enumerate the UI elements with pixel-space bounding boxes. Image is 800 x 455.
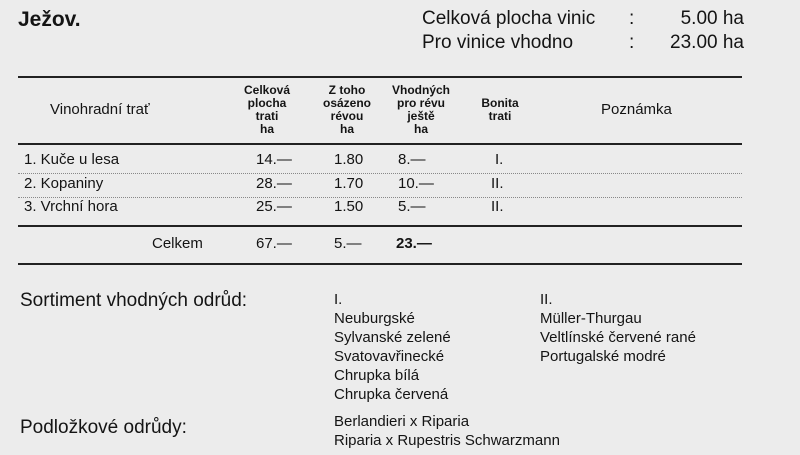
group-heading: II. xyxy=(540,291,553,308)
row-bonita: II. xyxy=(491,175,504,192)
podlozkove-list xyxy=(334,412,560,450)
header-celkova-line: Celková xyxy=(243,83,291,97)
header-poznamka: Poznámka xyxy=(601,101,672,118)
summary-label-suitable: Pro vinice vhodno xyxy=(422,32,574,53)
summary-label-total: Celková plocha vinic xyxy=(422,8,596,29)
header-vhodnych-line: ha xyxy=(413,122,429,136)
table-bottom-rule xyxy=(18,263,742,265)
summary-sep-suitable: : xyxy=(629,32,635,53)
header-bonita-line: trati xyxy=(488,109,512,123)
row-osazeno: 1.70 xyxy=(334,175,364,192)
header-osazeno xyxy=(323,84,371,136)
summary-value-suitable: 23.00 ha xyxy=(670,32,744,53)
row-separator xyxy=(18,173,742,174)
row-celkova: 28.— xyxy=(256,175,292,192)
row-name: 1. Kuče u lesa xyxy=(24,151,120,168)
total-label: Celkem xyxy=(152,235,203,252)
variety-item: Chrupka červená xyxy=(334,386,449,403)
variety-item: Müller-Thurgau xyxy=(540,310,642,327)
row-name: 2. Kopaniny xyxy=(24,175,104,192)
sortiment-group-2 xyxy=(540,290,696,366)
header-celkova-line: trati xyxy=(255,109,279,123)
sortiment-label: Sortiment vhodných odrůd: xyxy=(20,290,248,311)
variety-item: Veltlínské červené rané xyxy=(540,329,696,346)
header-bonita xyxy=(481,97,518,123)
row-name: 3. Vrchní hora xyxy=(24,198,118,215)
rootstock-item: Berlandieri x Riparia xyxy=(334,413,470,430)
row-bonita: I. xyxy=(495,151,504,168)
variety-item: Svatovavřinecké xyxy=(334,348,445,365)
rootstock-item: Riparia x Rupestris Schwarzmann xyxy=(334,432,560,449)
header-vhodnych-line: Vhodných xyxy=(391,83,451,97)
row-celkova: 25.— xyxy=(256,198,292,215)
header-trat: Vinohradní trať xyxy=(50,101,150,118)
header-vhodnych xyxy=(392,84,450,136)
sortiment-group-1 xyxy=(334,290,451,404)
header-celkova-line: ha xyxy=(259,122,274,136)
header-osazeno-line: ha xyxy=(339,122,355,136)
header-osazeno-line: révou xyxy=(330,109,364,123)
header-celkova xyxy=(244,84,290,136)
header-celkova-line: plocha xyxy=(247,96,287,110)
row-vhodnych: 5.— xyxy=(398,198,426,215)
table-top-rule xyxy=(18,76,742,78)
summary-sep-total: : xyxy=(629,8,635,29)
group-heading: I. xyxy=(334,291,343,308)
table-total-rule xyxy=(18,225,742,227)
total-osazeno: 5.— xyxy=(334,235,362,252)
header-osazeno-line: Z toho xyxy=(328,83,366,97)
summary-value-total: 5.00 ha xyxy=(680,8,744,29)
table-header-rule xyxy=(18,143,742,145)
page-title: Ježov. xyxy=(18,8,81,31)
row-bonita: II. xyxy=(491,198,504,215)
row-separator xyxy=(18,197,742,198)
variety-item: Sylvanské zelené xyxy=(334,329,451,346)
row-osazeno: 1.50 xyxy=(334,198,364,215)
header-osazeno-line: osázeno xyxy=(322,96,372,110)
row-celkova: 14.— xyxy=(256,151,292,168)
row-vhodnych: 8.— xyxy=(398,151,426,168)
variety-item: Neuburgské xyxy=(334,310,415,327)
row-vhodnych: 10.— xyxy=(398,175,434,192)
total-vhodnych: 23.— xyxy=(396,235,432,252)
podlozkove-label: Podložkové odrůdy: xyxy=(20,417,187,438)
header-vhodnych-line: pro révu xyxy=(396,96,446,110)
header-bonita-line: Bonita xyxy=(481,96,519,110)
variety-item: Portugalské modré xyxy=(540,348,666,365)
total-celkova: 67.— xyxy=(256,235,292,252)
variety-item: Chrupka bílá xyxy=(334,367,420,384)
row-osazeno: 1.80 xyxy=(334,151,364,168)
header-vhodnych-line: ještě xyxy=(407,109,435,123)
